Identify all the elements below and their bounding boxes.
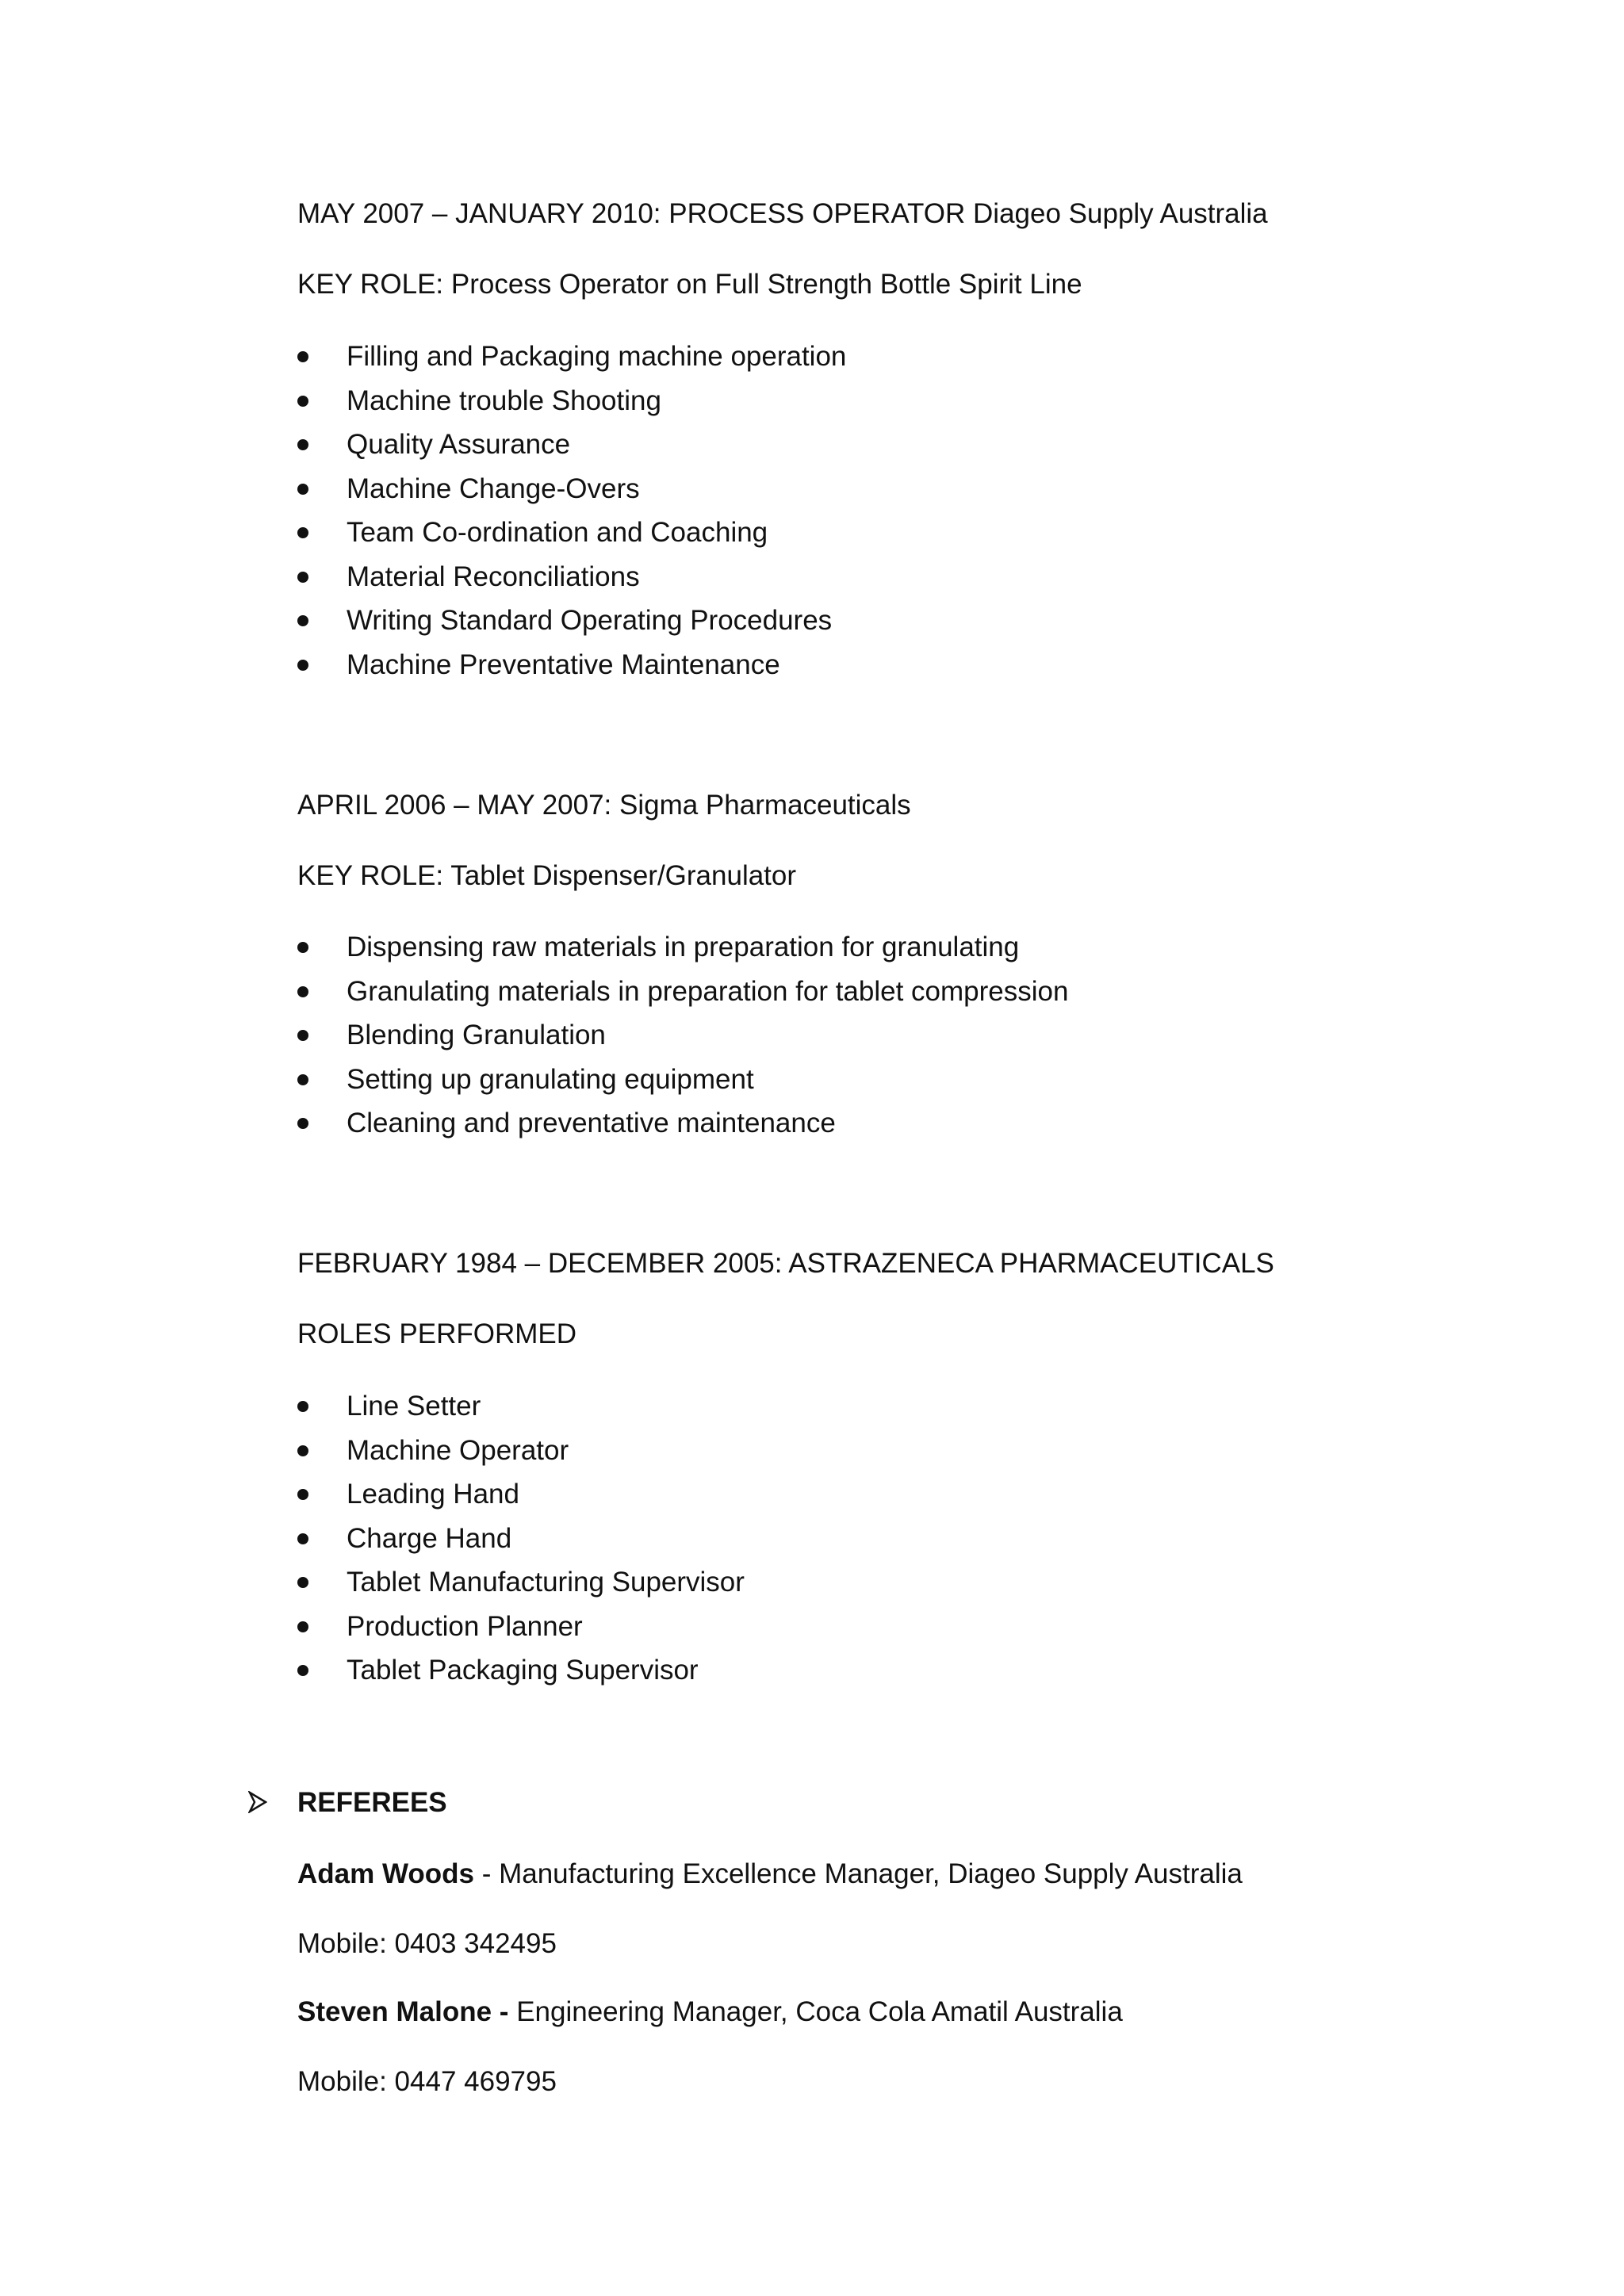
bullet-icon: [297, 1074, 308, 1085]
bullet-icon: [297, 351, 308, 362]
bullet-icon: [297, 572, 308, 583]
referee-separator: -: [473, 1858, 500, 1889]
bullet-icon: [297, 396, 308, 407]
referee-title: Manufacturing Excellence Manager, Diageo Supply Australia: [499, 1858, 1243, 1889]
job-header-astrazeneca: FEBRUARY 1984 – DECEMBER 2005: ASTRAZENECA PHARMACEUTICALS: [297, 1248, 1274, 1279]
referee-2-mobile: Mobile: 0447 469795: [297, 2066, 557, 2097]
bullet-icon: [297, 1030, 308, 1041]
arrowhead-bullet-icon: [248, 1791, 267, 1813]
bullet-icon: [297, 1577, 308, 1588]
bullet-icon: [297, 439, 308, 450]
key-role-diageo: KEY ROLE: Process Operator on Full Strength Bottle Spirit Line: [297, 269, 1082, 300]
bullet-icon: [297, 1401, 308, 1412]
bullet-icon: [297, 942, 308, 953]
referee-title: Engineering Manager, Coca Cola Amatil Australia: [516, 1996, 1123, 2027]
referees-heading: [248, 1785, 447, 1820]
job-header-sigma: APRIL 2006 – MAY 2007: Sigma Pharmaceuticals: [297, 790, 911, 821]
referee-name: Adam Woods: [297, 1858, 474, 1889]
referee-name: Steven Malone -: [297, 1996, 509, 2027]
bullet-icon: [297, 1445, 308, 1456]
bullet-icon: [297, 986, 308, 997]
roles-performed-label: ROLES PERFORMED: [297, 1318, 576, 1349]
referee-separator: [508, 1996, 516, 2027]
referee-2: [297, 1995, 1123, 2030]
bullet-icon: [297, 527, 308, 538]
bullet-icon: [297, 1118, 308, 1129]
bullet-icon: [297, 1621, 308, 1632]
resume-page: MAY 2007 – JANUARY 2010: PROCESS OPERATOR Diageo Supply Australia KEY ROLE: Process Operator on Full Strength Bottle Spirit Line Filling and Packaging machine operation Machine trouble Shooting Quality Assurance Machine Change-Overs Team Co-ordination and Coaching Material Reconciliations Writing Standard Operating Procedures Machine Preventative Maintenance APRIL 2006 – MAY 2007: Sigma Pharmaceuticals KEY ROLE: Tablet Dispenser/Granulator Dispensing raw materials in preparation for granulating Granulating materials in preparation for tablet compression Blending Granulation Setting up granulating equipment Cleaning and preventative maintenance FEBRUARY 1984 – DECEMBER 2005: ASTRAZENECA PHARMACEUTICALS ROLES PERFORMED Line Setter Machine Operator Leading Hand Charge Hand Tablet Manufacturing Supervisor Production Planner Tablet Packaging Supervisor REFEREES Adam Woods - Manufacturing Excellence Manager, Diageo Supply Australia Mobile: 0403 342495 Steven Malone - Engineering Manager, Coca Cola Amatil Australia Mobile: 0447 469795: [0, 0, 1624, 2296]
referees-heading-label: REFEREES: [297, 1787, 447, 1818]
referee-1-mobile: Mobile: 0403 342495: [297, 1928, 557, 1959]
job-header-diageo: MAY 2007 – JANUARY 2010: PROCESS OPERATOR Diageo Supply Australia: [297, 198, 1268, 229]
bullet-icon: [297, 660, 308, 671]
bullet-icon: [297, 615, 308, 626]
referee-1: [297, 1857, 1243, 1892]
bullet-icon: [297, 484, 308, 495]
bullet-icon: [297, 1533, 308, 1544]
bullet-icon: [297, 1665, 308, 1676]
key-role-sigma: KEY ROLE: Tablet Dispenser/Granulator: [297, 860, 797, 891]
bullet-icon: [297, 1489, 308, 1500]
